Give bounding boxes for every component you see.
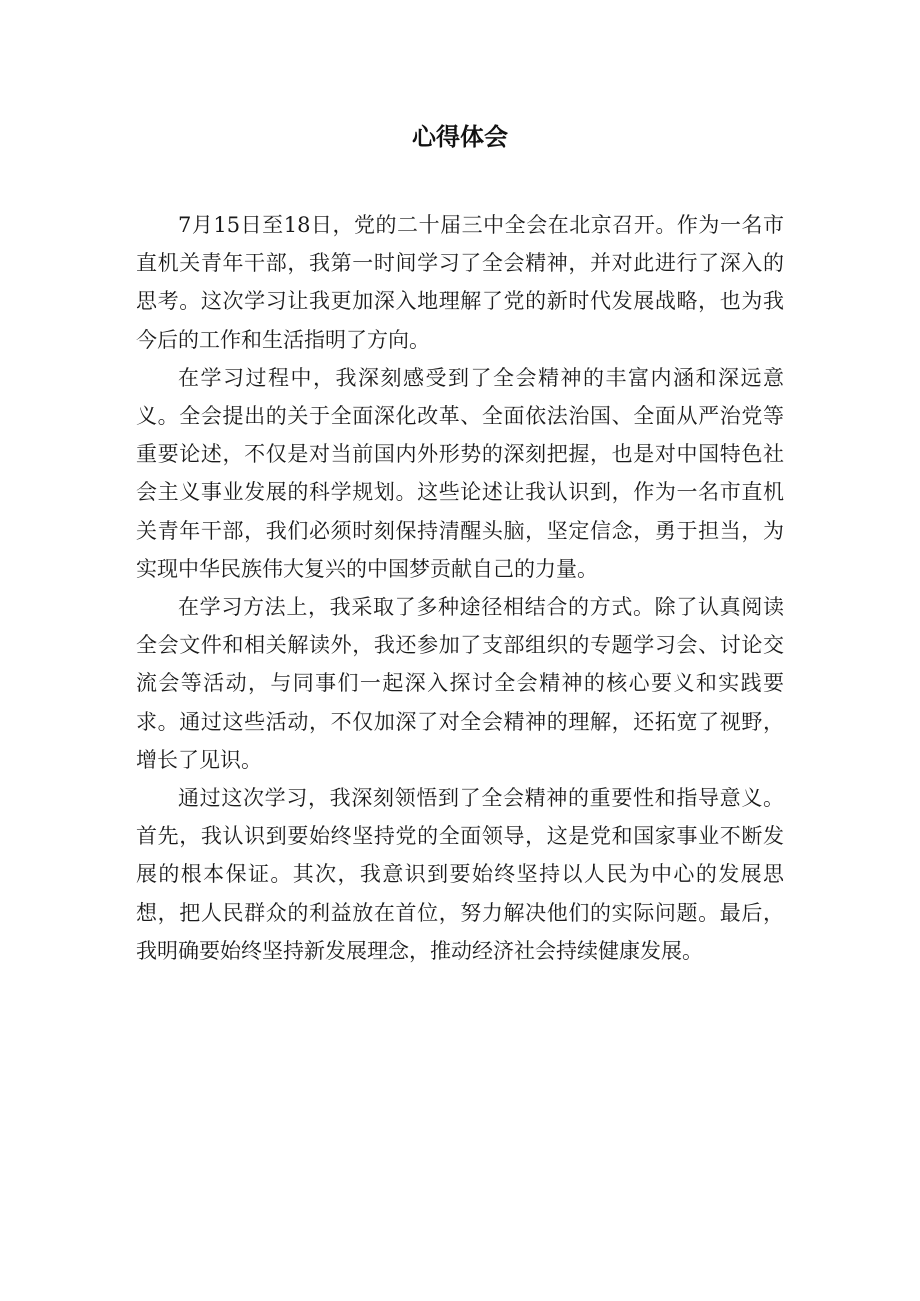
paragraph-2: 在学习过程中，我深刻感受到了全会精神的丰富内涵和深远意义。全会提出的关于全面深化改革、全面依法治国、全面从严治党等重要论述，不仅是对当前国内外形势的深刻把握，也是对中国特色社会主义事业发展的科学规划。这些论述让我认识到，作为一名市直机关青年干部，我们必须时刻保持清醒头脑，坚定信念，勇于担当，为实现中华民族伟大复兴的中国梦贡献自己的力量。 — [136, 365, 784, 581]
paragraph-3: 在学习方法上，我采取了多种途径相结合的方式。除了认真阅读全会文件和相关解读外，我还参加了支部组织的专题学习会、讨论交流会等活动，与同事们一起深入探讨全会精神的核心要义和实践要求。通过这些活动，不仅加深了对全会精神的理解，还拓宽了视野，增长了见识。 — [136, 595, 784, 772]
document-body — [136, 206, 784, 970]
document-title: 心得体会 — [412, 123, 508, 151]
paragraph-1: 7月15日至18日，党的二十届三中全会在北京召开。作为一名市直机关青年干部，我第一时间学习了全会精神，并对此进行了深入的思考。这次学习让我更加深入地理解了党的新时代发展战略，也为我今后的工作和生活指明了方向。 — [136, 213, 784, 352]
paragraph-4: 通过这次学习，我深刻领悟到了全会精神的重要性和指导意义。首先，我认识到要始终坚持党的全面领导，这是党和国家事业不断发展的根本保证。其次，我意识到要始终坚持以人民为中心的发展思想，把人民群众的利益放在首位，努力解决他们的实际问题。最后，我明确要始终坚持新发展理念，推动经济社会持续健康发展。 — [136, 786, 784, 963]
